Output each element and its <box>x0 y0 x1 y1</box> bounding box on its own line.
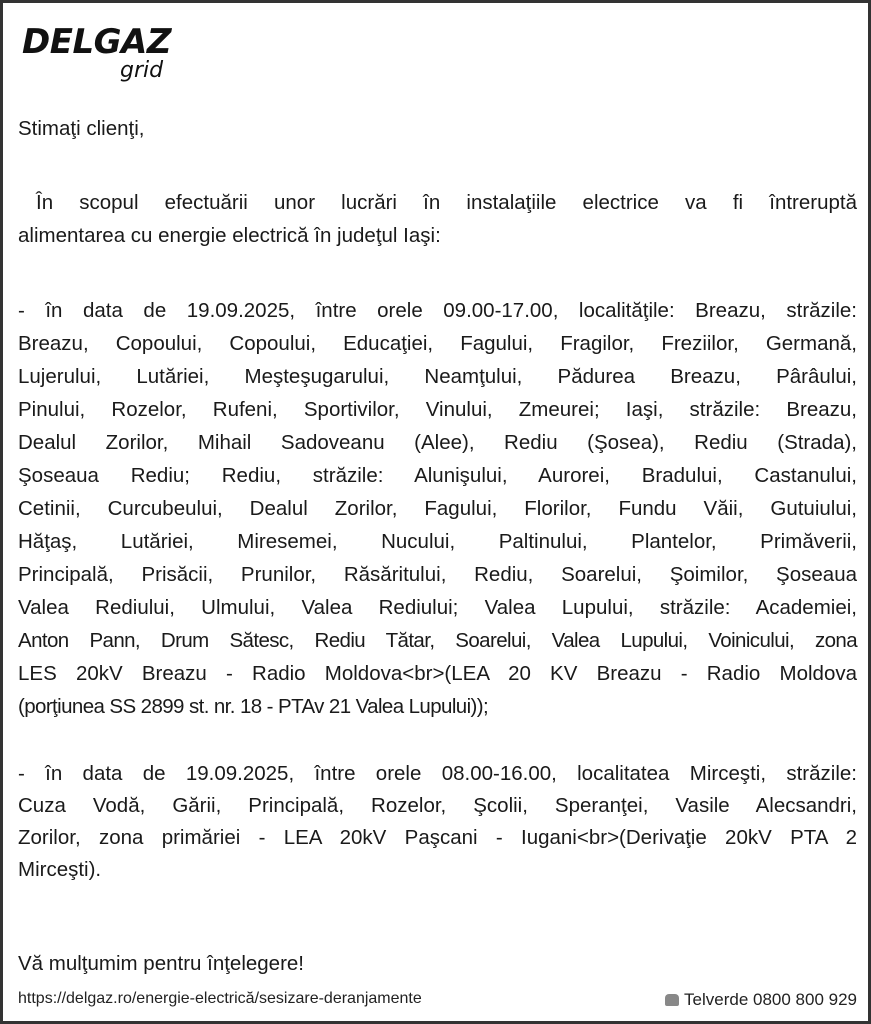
text-line: Dealul Zorilor, Mihail Sadoveanu (Alee), Rediu (Şosea), Rediu (Strada), <box>18 431 857 454</box>
text-line: Cetinii, Curcubeului, Dealul Zorilor, Fagului, Florilor, Fundu Văii, Gutuiului, <box>18 497 857 520</box>
greeting <box>18 112 857 145</box>
text-line: Principală, Prisăcii, Prunilor, Răsăritului, Rediu, Soarelui, Şoimilor, Şoseaua <box>18 563 857 586</box>
outage-item-2 <box>18 758 857 886</box>
text-line: alimentarea cu energie electrică în judeţul Iaşi: <box>18 224 441 247</box>
delgaz-grid-logo <box>22 22 171 83</box>
text-line: Breazu, Copoului, Copoului, Educaţiei, Fagului, Fragilor, Freziilor, Germană, <box>18 332 857 355</box>
text-line: Anton Pann, Drum Sătesc, Rediu Tătar, Soarelui, Valea Lupului, Voinicului, zona <box>18 629 857 652</box>
logo-sub: grid <box>120 58 164 83</box>
text-line: Lujerului, Lutăriei, Meşteşugarului, Neamţului, Pădurea Breazu, Pârâului, <box>18 365 857 388</box>
text-line: LES 20kV Breazu - Radio Moldova<br>(LEA 20 KV Breazu - Radio Moldova <box>18 662 857 685</box>
text-line: Pinului, Rozelor, Rufeni, Sportivilor, Vinului, Zmeurei; Iaşi, străzile: Breazu, <box>18 398 857 421</box>
intro-paragraph <box>18 186 857 252</box>
greeting-text: Stimaţi clienţi, <box>18 117 145 140</box>
phone-icon <box>665 994 679 1006</box>
text-line: Zorilor, zona primăriei - LEA 20kV Paşcani - Iugani<br>(Derivaţie 20kV PTA 2 <box>18 826 857 849</box>
text-line: Valea Rediului, Ulmului, Valea Rediului; Valea Lupului, străzile: Academiei, <box>18 596 857 619</box>
footer-url[interactable]: https://delgaz.ro/energie-electrică/sesizare-deranjamente <box>18 990 422 1007</box>
closing <box>18 947 857 980</box>
outage-item-1 <box>18 294 857 723</box>
closing-text: Vă mulţumim pentru înţelegere! <box>18 952 304 975</box>
text-line: (porţiunea SS 2899 st. nr. 18 - PTAv 21 Valea Lupului)); <box>18 695 489 718</box>
text-line: În scopul efectuării unor lucrări în instalaţiile electrice va fi întreruptă <box>36 191 857 214</box>
text-line: - în data de 19.09.2025, între orele 08.00-16.00, localitatea Mirceşti, străzile: <box>18 762 857 785</box>
text-line: Cuza Vodă, Gării, Principală, Rozelor, Şcolii, Speranţei, Vasile Alecsandri, <box>18 794 857 817</box>
text-line: - în data de 19.09.2025, între orele 09.00-17.00, localităţile: Breazu, străzile: <box>18 299 857 322</box>
text-line: Hăţaş, Lutăriei, Miresemei, Nucului, Paltinului, Plantelor, Primăverii, <box>18 530 857 553</box>
footer-phone <box>665 990 857 1010</box>
phone-number: Telverde 0800 800 929 <box>684 990 857 1009</box>
logo-brand: DELGAZ <box>22 22 171 62</box>
text-line: Mirceşti). <box>18 858 102 881</box>
text-line: Şoseaua Rediu; Rediu, străzile: Alunişului, Aurorei, Bradului, Castanului, <box>18 464 857 487</box>
